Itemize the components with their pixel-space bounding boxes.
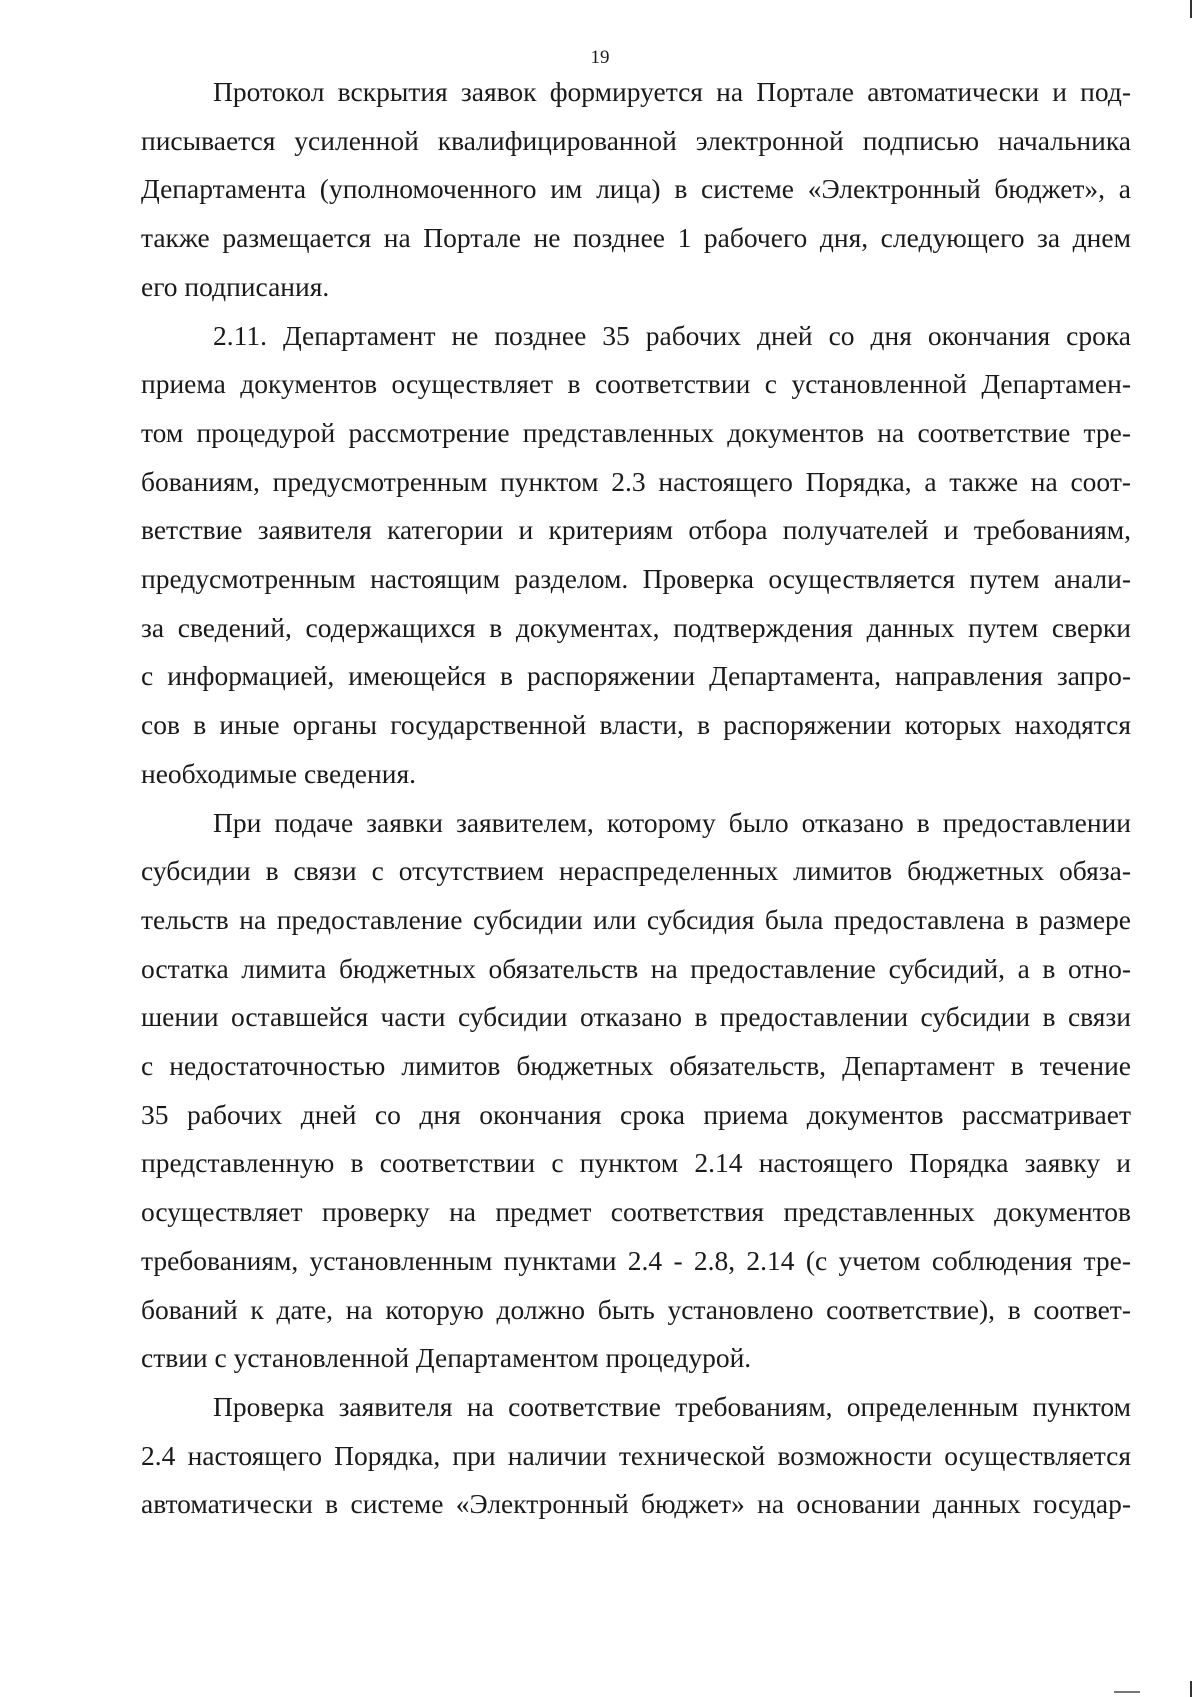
- paragraph: [141, 799, 1131, 1383]
- text-line: 2.11. Департамент не позднее 35 рабочих дней со дня окончания срока: [213, 319, 1131, 351]
- text-line: писывается усиленной квалифицированной электронной подписью начальника: [141, 124, 1131, 156]
- text-line: Департамента (уполномоченного им лица) в системе «Электронный бюджет», а: [141, 173, 1131, 205]
- text-line: с недостаточностью лимитов бюджетных обязательств, Департамент в течение: [141, 1050, 1131, 1082]
- text-line: за сведений, содержащихся в документах, подтверждения данных путем сверки: [141, 611, 1131, 643]
- text-line: том процедурой рассмотрение представленных документов на соответствие тре-: [141, 416, 1131, 448]
- text-line: Проверка заявителя на соответствие требованиям, определенным пунктом: [213, 1390, 1131, 1422]
- page-number: 19: [590, 47, 610, 68]
- text-line: осуществляет проверку на предмет соответствия представленных документов: [141, 1196, 1131, 1228]
- text-line: предусмотренным настоящим разделом. Проверка осуществляется путем анали-: [141, 563, 1131, 595]
- text-line: тельств на предоставление субсидии или субсидия была предоставлена в размере: [141, 903, 1131, 935]
- text-line: бований к дате, на которую должно быть установлено соответствие), в соответ-: [141, 1293, 1131, 1325]
- text-line: с информацией, имеющейся в распоряжении Департамента, направления запро-: [141, 660, 1131, 692]
- text-line: ветствие заявителя категории и критериям отбора получателей и требованиям,: [141, 514, 1131, 546]
- text-line: бованиям, предусмотренным пунктом 2.3 настоящего Порядка, а также на соот-: [141, 465, 1131, 497]
- text-line: Протокол вскрытия заявок формируется на Портале автоматически и под-: [213, 76, 1131, 107]
- scan-edge-mark: [1114, 1691, 1140, 1693]
- text-line: сов в иные органы государственной власти, в распоряжении которых находятся: [141, 709, 1131, 741]
- text-line: субсидии в связи с отсутствием нераспределенных лимитов бюджетных обяза-: [141, 855, 1131, 887]
- text-line: требованиям, установленным пунктами 2.4 - 2.8, 2.14 (с учетом соблюдения тре-: [141, 1244, 1131, 1276]
- scan-edge-mark: [1190, 1681, 1192, 1697]
- paragraph: [141, 1383, 1131, 1529]
- text-line: необходимые сведения.: [141, 757, 416, 789]
- text-line: шении оставшейся части субсидии отказано в предоставлении субсидии в связи: [141, 1001, 1131, 1033]
- scan-edge-mark: [1190, 0, 1192, 18]
- paragraph: [141, 68, 1131, 312]
- text-line: ствии с установленной Департаментом процедурой.: [141, 1342, 752, 1374]
- text-line: представленную в соответствии с пунктом 2.14 настоящего Порядка заявку и: [141, 1147, 1131, 1179]
- text-line: также размещается на Портале не позднее 1 рабочего дня, следующего за днем: [141, 222, 1131, 254]
- text-line: приема документов осуществляет в соответствии с установленной Департамен-: [141, 368, 1131, 400]
- document-body: [141, 68, 1131, 1529]
- text-line: При подаче заявки заявителем, которому было отказано в предоставлении: [213, 806, 1131, 838]
- text-line: автоматически в системе «Электронный бюджет» на основании данных государ-: [141, 1488, 1131, 1520]
- text-line: остатка лимита бюджетных обязательств на предоставление субсидий, а в отно-: [141, 952, 1131, 984]
- paragraph: [141, 312, 1131, 799]
- text-line: 35 рабочих дней со дня окончания срока приема документов рассматривает: [141, 1098, 1131, 1130]
- text-line: его подписания.: [141, 270, 330, 302]
- text-line: 2.4 настоящего Порядка, при наличии технической возможности осуществляется: [141, 1439, 1131, 1471]
